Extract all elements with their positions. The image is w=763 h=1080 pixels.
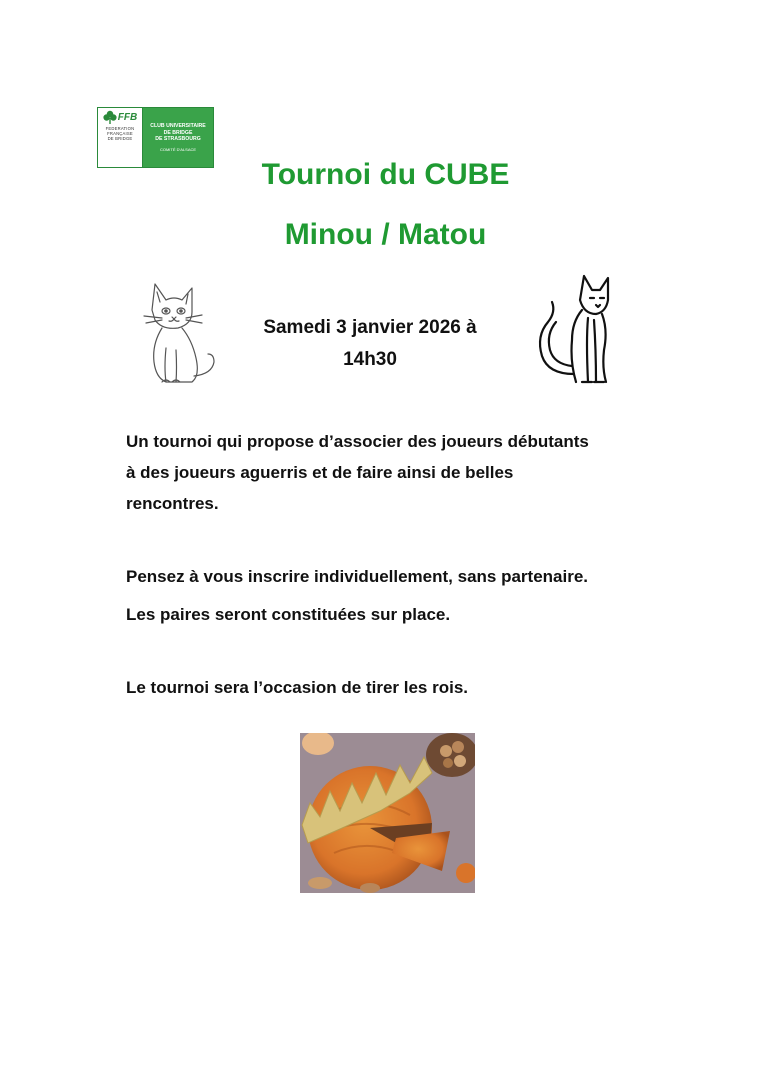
- paragraph-pairs: Les paires seront constituées sur place.: [126, 605, 451, 624]
- ffb-text: FFB: [117, 111, 138, 123]
- clover-icon: [103, 110, 117, 124]
- paragraph-registration: Pensez à vous inscrire individuellement, sans partenaire.: [126, 567, 589, 586]
- time-line: 14h30: [343, 349, 397, 370]
- paragraph-line: Un tournoi qui propose d’associer des joueurs débutants: [126, 432, 589, 451]
- club-name: CLUB UNIVERSITAIRE DE BRIDGE DE STRASBOURG: [150, 123, 206, 143]
- page-subtitle: Minou / Matou: [284, 218, 487, 251]
- cat-silhouette-icon: [528, 270, 618, 390]
- cat-sketch-icon: [122, 278, 218, 386]
- paragraph-line: à des joueurs aguerris et de faire ainsi de belles: [126, 463, 514, 482]
- paragraph-line: rencontres.: [126, 494, 219, 513]
- paragraph-rois: Le tournoi sera l’occasion de tirer les rois.: [126, 678, 469, 697]
- comite-name: COMITÉ D'ALSACE: [159, 146, 197, 152]
- event-date: [220, 312, 520, 376]
- page-title: Tournoi du CUBE: [261, 158, 510, 191]
- date-line: Samedi 3 janvier 2026 à: [263, 317, 477, 338]
- federation-text: FEDERATION FRANÇAISE DE BRIDGE: [105, 126, 135, 141]
- galette-des-rois-image: [300, 733, 475, 893]
- paragraph-intro: [126, 426, 666, 519]
